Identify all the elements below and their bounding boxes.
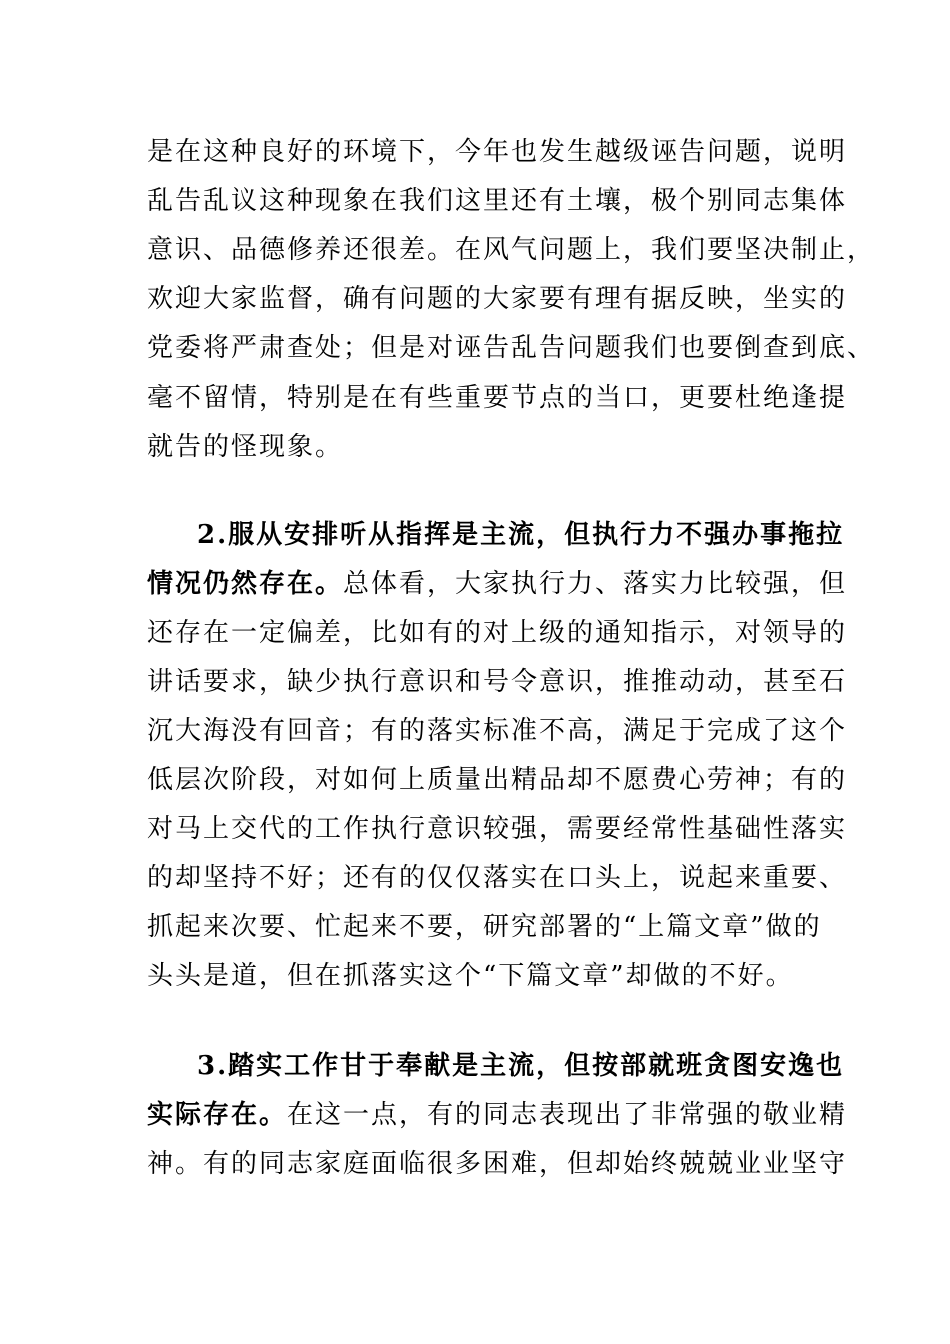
paragraph-2-line-9: 抓起来次要、忙起来不要，研究部署的“上篇文章”做的 xyxy=(147,912,822,942)
paragraph-3-heading-end: 实际存在。 xyxy=(147,1100,288,1130)
paragraph-2-line-2-text: 总体看，大家执行力、落实力比较强，但 xyxy=(343,569,848,599)
paragraph-1-line-2: 乱告乱议这种现象在我们这里还有土壤，极个别同志集体 xyxy=(147,186,848,216)
paragraph-1-line-6: 毫不留情，特别是在有些重要节点的当口，更要杜绝逢提 xyxy=(147,383,848,413)
paragraph-3-line-2-text: 在这一点，有的同志表现出了非常强的敬业精 xyxy=(287,1100,848,1130)
paragraph-1-line-7: 就告的怪现象。 xyxy=(147,432,344,462)
paragraph-3-line-3: 神。有的同志家庭面临很多困难，但却始终兢兢业业坚守 xyxy=(147,1149,848,1179)
paragraph-2-line-10: 头头是道，但在抓落实这个“下篇文章”却做的不好。 xyxy=(147,961,794,991)
paragraph-2-line-6: 低层次阶段，对如何上质量出精品却不愿费心劳神；有的 xyxy=(147,765,848,795)
paragraph-2-line-4: 讲话要求，缺少执行意识和号令意识，推推动动，甚至石 xyxy=(147,667,848,697)
paragraph-2-line-8: 的却坚持不好；还有的仅仅落实在口头上，说起来重要、 xyxy=(147,863,848,893)
paragraph-1-line-5: 党委将严肃查处；但是对诬告乱告问题我们也要倒查到底、 xyxy=(147,333,876,363)
paragraph-2-line-2 xyxy=(147,564,847,604)
paragraph-2-line-5: 沉大海没有回音；有的落实标准不高，满足于完成了这个 xyxy=(147,716,848,746)
paragraph-2-heading-end: 情况仍然存在。 xyxy=(147,569,344,599)
paragraph-1-line-1: 是在这种良好的环境下，今年也发生越级诬告问题，说明 xyxy=(147,137,848,167)
paragraph-1-line-4: 欢迎大家监督，确有问题的大家要有理有据反映，坐实的 xyxy=(147,284,848,314)
paragraph-3-line-2 xyxy=(147,1095,847,1135)
paragraph-2-line-7: 对马上交代的工作执行意识较强，需要经常性基础性落实 xyxy=(147,814,848,844)
paragraph-2-line-3: 还存在一定偏差，比如有的对上级的通知指示，对领导的 xyxy=(147,618,848,648)
paragraph-1-line-3: 意识、品德修养还很差。在风气问题上，我们要坚决制止， xyxy=(147,235,876,265)
paragraph-2-heading: 2.服从安排听从指挥是主流，但执行力不强办事拖拉 xyxy=(197,520,845,550)
paragraph-3-heading: 3.踏实工作甘于奉献是主流，但按部就班贪图安逸也 xyxy=(197,1051,845,1081)
